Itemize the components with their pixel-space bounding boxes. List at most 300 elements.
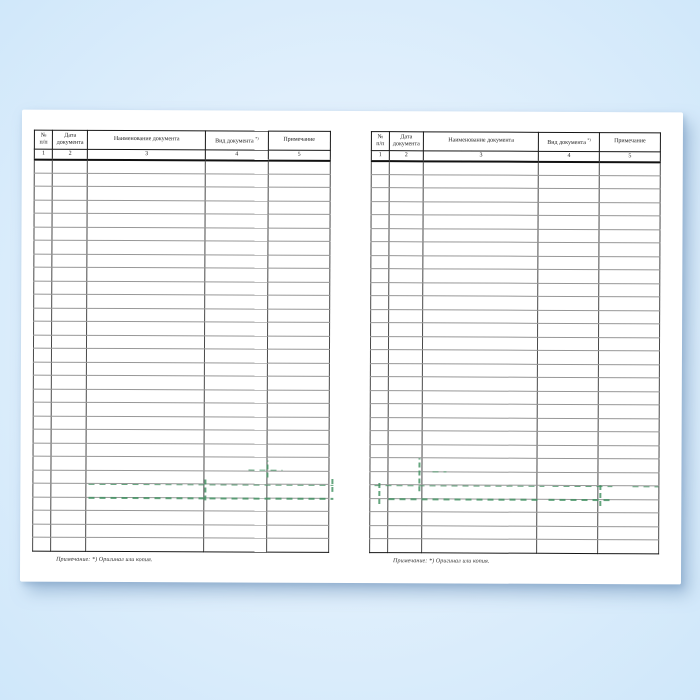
- cell-date: [388, 485, 422, 499]
- cell-name: [87, 362, 205, 376]
- cell-number: [33, 416, 51, 430]
- cell-name: [87, 186, 205, 200]
- cell-number: [33, 348, 51, 362]
- cell-type: [205, 389, 267, 403]
- cell-date: [388, 539, 422, 553]
- table-row: [34, 186, 330, 201]
- cell-date: [52, 402, 87, 416]
- cell-type: [538, 404, 599, 418]
- cell-date: [53, 159, 88, 173]
- cell-date: [389, 309, 423, 323]
- cell-type: [537, 472, 598, 486]
- cell-date: [52, 362, 87, 376]
- cell-type: [537, 418, 598, 432]
- cell-type: [538, 215, 599, 229]
- cell-note: [267, 309, 330, 323]
- cell-type: [205, 254, 267, 268]
- cell-name: [86, 456, 204, 470]
- cell-number: [34, 200, 52, 214]
- cell-date: [388, 336, 422, 350]
- cell-name: [423, 242, 538, 256]
- cell-name: [87, 308, 205, 322]
- cell-type: [205, 268, 267, 282]
- cell-number: [371, 296, 389, 310]
- cell-name: [87, 267, 205, 281]
- cell-number: [34, 281, 52, 295]
- cell-name: [422, 363, 537, 377]
- cell-name: [423, 174, 538, 188]
- cell-name: [87, 227, 205, 241]
- cell-note: [267, 363, 330, 377]
- cell-date: [52, 321, 87, 335]
- cell-number: [371, 282, 389, 296]
- cell-type: [537, 499, 598, 513]
- cell-type: [538, 188, 599, 202]
- footnote-marker: *): [255, 135, 259, 141]
- cell-note: [599, 175, 660, 189]
- cell-number: [370, 512, 388, 526]
- cell-type: [537, 431, 598, 445]
- cell-name: [422, 512, 537, 526]
- cell-note: [598, 337, 659, 351]
- cell-type: [204, 443, 266, 457]
- cell-name: [423, 323, 538, 337]
- cell-number: [33, 402, 51, 416]
- table-row: [371, 269, 660, 284]
- table-body: [370, 161, 661, 554]
- cell-note: [598, 418, 659, 432]
- table-row: [371, 161, 660, 176]
- table-row: [34, 281, 330, 296]
- cell-date: [51, 537, 86, 551]
- table-row: [371, 309, 660, 324]
- table-row: [33, 470, 329, 485]
- cell-type: [538, 364, 599, 378]
- cell-date: [388, 350, 422, 364]
- cell-date: [388, 417, 422, 431]
- cell-note: [599, 256, 660, 270]
- column-number: 5: [599, 152, 660, 162]
- table-row: [34, 240, 330, 255]
- table-row: [371, 174, 660, 189]
- cell-number: [370, 417, 388, 431]
- cell-note: [598, 526, 659, 540]
- cell-type: [537, 512, 598, 526]
- cell-number: [33, 456, 51, 470]
- cell-date: [388, 471, 422, 485]
- cell-number: [371, 161, 389, 175]
- cell-name: [88, 159, 206, 173]
- cell-type: [204, 430, 266, 444]
- cell-type: [205, 335, 267, 349]
- cell-date: [389, 161, 423, 175]
- cell-date: [52, 254, 87, 268]
- cell-number: [370, 485, 388, 499]
- cell-name: [87, 254, 205, 268]
- cell-type: [205, 349, 267, 363]
- cell-note: [599, 297, 660, 311]
- table-body: [33, 159, 331, 552]
- cell-date: [388, 377, 422, 391]
- cell-name: [422, 525, 537, 539]
- header-col-name: Наименование документа: [88, 130, 206, 150]
- cell-number: [370, 390, 388, 404]
- cell-name: [86, 537, 204, 551]
- cell-date: [52, 267, 87, 281]
- cell-date: [52, 389, 87, 403]
- cell-type: [204, 484, 266, 498]
- cell-type: [537, 526, 598, 540]
- cell-name: [423, 228, 538, 242]
- cell-date: [52, 375, 87, 389]
- cell-date: [389, 188, 423, 202]
- cell-name: [87, 294, 205, 308]
- cell-note: [267, 390, 330, 404]
- cell-name: [422, 431, 537, 445]
- table-row: [370, 525, 659, 540]
- cell-number: [33, 375, 51, 389]
- cell-number: [34, 321, 52, 335]
- cell-number: [370, 539, 388, 553]
- column-number: 4: [206, 150, 268, 160]
- cell-note: [266, 471, 329, 485]
- table-row: [370, 431, 659, 446]
- cell-type: [539, 175, 600, 189]
- cell-note: [267, 322, 330, 336]
- cell-note: [598, 486, 659, 500]
- cell-note: [598, 351, 659, 365]
- cell-note: [267, 430, 330, 444]
- cell-note: [266, 538, 329, 552]
- header-col-number: № п/п: [371, 132, 389, 151]
- table-row: [370, 363, 659, 378]
- table-row: [34, 254, 330, 269]
- cell-number: [371, 228, 389, 242]
- cell-number: [370, 525, 388, 539]
- cell-note: [267, 241, 330, 255]
- cell-type: [205, 187, 267, 201]
- cell-note: [266, 498, 329, 512]
- cell-number: [33, 537, 51, 551]
- cell-number: [33, 443, 51, 457]
- header-row: [371, 132, 660, 152]
- cell-note: [267, 282, 330, 296]
- cell-type: [538, 337, 599, 351]
- cell-type: [538, 242, 599, 256]
- cell-number: [34, 267, 52, 281]
- cell-name: [87, 321, 205, 335]
- cell-date: [52, 348, 87, 362]
- cell-type: [204, 524, 266, 538]
- cell-date: [388, 390, 422, 404]
- cell-note: [598, 405, 659, 419]
- cell-name: [86, 416, 204, 430]
- table-row: [370, 417, 659, 432]
- cell-type: [206, 173, 268, 187]
- table-row: [33, 510, 329, 525]
- journal-page-right: [369, 131, 661, 573]
- document-sheet: [20, 110, 683, 585]
- cell-type: [204, 457, 266, 471]
- cell-date: [389, 269, 423, 283]
- table-row: [33, 456, 329, 471]
- cell-note: [599, 270, 660, 284]
- cell-number: [370, 350, 388, 364]
- cell-type: [538, 269, 599, 283]
- table-row: [371, 188, 660, 203]
- cell-date: [52, 335, 87, 349]
- cell-note: [598, 459, 659, 473]
- table-row: [33, 335, 329, 350]
- cell-number: [34, 186, 52, 200]
- table-row: [371, 323, 660, 338]
- cell-note: [598, 472, 659, 486]
- table-row: [33, 524, 329, 539]
- header-col-note: Примечание: [599, 133, 660, 152]
- cell-type: [205, 214, 267, 228]
- cell-note: [267, 349, 330, 363]
- cell-name: [87, 335, 205, 349]
- cell-date: [389, 174, 423, 188]
- cell-note: [267, 255, 330, 269]
- cell-number: [371, 242, 389, 256]
- cell-note: [599, 310, 660, 324]
- cell-name: [422, 471, 537, 485]
- table-row: [33, 429, 329, 444]
- cell-type: [204, 538, 266, 552]
- cell-number: [370, 498, 388, 512]
- cell-type: [205, 322, 267, 336]
- table-row: [371, 296, 660, 311]
- cell-note: [266, 525, 329, 539]
- cell-date: [52, 308, 87, 322]
- table-row: [34, 308, 330, 323]
- cell-number: [371, 174, 389, 188]
- cell-name: [87, 200, 205, 214]
- table-row: [34, 267, 330, 282]
- cell-number: [370, 444, 388, 458]
- cell-date: [51, 483, 86, 497]
- cell-type: [538, 350, 599, 364]
- cell-date: [388, 431, 422, 445]
- header-row: [34, 130, 330, 150]
- table-row: [370, 498, 659, 513]
- table-row: [371, 201, 660, 216]
- header-col-date: Дата документа: [389, 132, 423, 151]
- cell-name: [87, 348, 205, 362]
- cell-note: [598, 391, 659, 405]
- cell-date: [388, 404, 422, 418]
- table-row: [33, 402, 329, 417]
- cell-name: [87, 240, 205, 254]
- cell-number: [33, 362, 51, 376]
- cell-name: [86, 497, 204, 511]
- cell-type: [205, 308, 267, 322]
- cell-name: [422, 458, 537, 472]
- cell-name: [422, 498, 537, 512]
- cell-type: [538, 229, 599, 243]
- table-row: [370, 336, 659, 351]
- cell-number: [370, 471, 388, 485]
- cell-type: [538, 310, 599, 324]
- cell-note: [598, 513, 659, 527]
- cell-type: [537, 458, 598, 472]
- table-row: [34, 321, 330, 336]
- cell-date: [388, 444, 422, 458]
- footnote-marker: *): [587, 136, 591, 142]
- cell-note: [267, 417, 330, 431]
- cell-number: [34, 159, 52, 173]
- table-row: [33, 348, 329, 363]
- cell-name: [87, 375, 205, 389]
- cell-name: [423, 269, 538, 283]
- cell-number: [34, 227, 52, 241]
- cell-type: [538, 202, 599, 216]
- table-row: [33, 443, 329, 458]
- cell-date: [389, 201, 423, 215]
- cell-type: [538, 296, 599, 310]
- cell-note: [266, 457, 329, 471]
- cell-date: [51, 497, 86, 511]
- cell-type: [539, 161, 600, 175]
- cell-date: [51, 443, 86, 457]
- cell-note: [598, 378, 659, 392]
- cell-name: [86, 443, 204, 457]
- cell-name: [86, 470, 204, 484]
- table-row: [33, 483, 329, 498]
- cell-type: [204, 511, 266, 525]
- cell-date: [389, 215, 423, 229]
- cell-type: [204, 416, 266, 430]
- header-col-type: Вид документа *): [206, 131, 268, 150]
- cell-name: [423, 296, 538, 310]
- table-row: [371, 242, 660, 257]
- cell-number: [34, 254, 52, 268]
- cell-date: [52, 294, 87, 308]
- cell-type: [538, 256, 599, 270]
- cell-name: [422, 377, 537, 391]
- cell-number: [371, 309, 389, 323]
- cell-number: [371, 201, 389, 215]
- cell-number: [370, 363, 388, 377]
- cell-date: [51, 470, 86, 484]
- cell-date: [388, 498, 422, 512]
- cell-note: [267, 268, 330, 282]
- cell-name: [87, 389, 205, 403]
- cell-number: [33, 524, 51, 538]
- cell-note: [267, 295, 330, 309]
- cell-type: [537, 485, 598, 499]
- cell-note: [268, 201, 331, 215]
- cell-note: [599, 283, 660, 297]
- cell-name: [422, 350, 537, 364]
- column-number: 1: [34, 149, 52, 159]
- cell-date: [388, 512, 422, 526]
- cell-note: [599, 162, 660, 176]
- column-number: 3: [423, 151, 538, 162]
- table-row: [33, 389, 329, 404]
- cell-date: [52, 186, 87, 200]
- table-row: [370, 471, 659, 486]
- table-row: [370, 485, 659, 500]
- cell-name: [422, 444, 537, 458]
- cell-date: [389, 296, 423, 310]
- cell-note: [266, 511, 329, 525]
- table-row: [33, 497, 329, 512]
- cell-date: [388, 458, 422, 472]
- cell-note: [599, 243, 660, 257]
- cell-type: [205, 281, 267, 295]
- column-number: 3: [88, 149, 206, 160]
- table-row: [33, 537, 329, 552]
- cell-note: [598, 364, 659, 378]
- cell-type: [537, 539, 598, 553]
- column-number: 2: [389, 151, 423, 161]
- cell-note: [599, 229, 660, 243]
- header-col-note: Примечание: [268, 131, 331, 150]
- cell-type: [205, 241, 267, 255]
- table-row: [34, 213, 330, 228]
- scan-mark: [331, 479, 333, 492]
- table-row: [370, 377, 659, 392]
- table-row: [33, 375, 329, 390]
- table-row: [370, 458, 659, 473]
- cell-name: [86, 524, 204, 538]
- cell-name: [422, 404, 537, 418]
- cell-date: [388, 363, 422, 377]
- table-row: [371, 228, 660, 243]
- cell-number: [371, 188, 389, 202]
- cell-name: [87, 281, 205, 295]
- cell-type: [205, 295, 267, 309]
- cell-note: [266, 484, 329, 498]
- cell-name: [87, 213, 205, 227]
- cell-type: [538, 377, 599, 391]
- header-col-name: Наименование документа: [423, 132, 538, 152]
- cell-name: [86, 429, 204, 443]
- cell-type: [205, 376, 267, 390]
- cell-type: [204, 497, 266, 511]
- cell-number: [33, 429, 51, 443]
- cell-date: [52, 240, 87, 254]
- header-col-type: Вид документа *): [539, 132, 600, 151]
- cell-date: [52, 227, 87, 241]
- cell-name: [422, 336, 537, 350]
- cell-number: [33, 470, 51, 484]
- cell-note: [268, 174, 331, 188]
- table-row: [370, 350, 659, 365]
- table-row: [370, 512, 659, 527]
- cell-note: [598, 499, 659, 513]
- cell-date: [389, 255, 423, 269]
- column-number: 2: [53, 149, 88, 159]
- cell-name: [87, 173, 205, 187]
- header-col-number: № п/п: [34, 130, 52, 149]
- cell-name: [423, 309, 538, 323]
- cell-number: [34, 308, 52, 322]
- table-row: [371, 282, 660, 297]
- cell-name: [86, 483, 204, 497]
- cell-name: [422, 539, 537, 553]
- table-row: [370, 444, 659, 459]
- cell-date: [51, 510, 86, 524]
- cell-date: [51, 416, 86, 430]
- cell-number: [33, 497, 51, 511]
- table-row: [34, 294, 330, 309]
- cell-number: [34, 173, 52, 187]
- table-row: [370, 404, 659, 419]
- cell-number: [371, 255, 389, 269]
